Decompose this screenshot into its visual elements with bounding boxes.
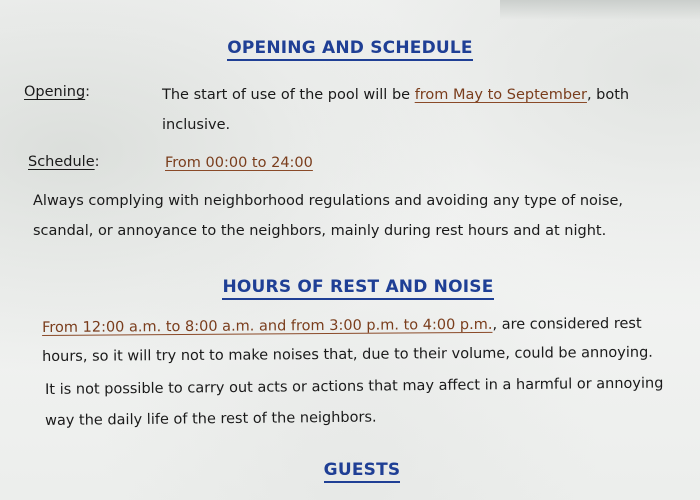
acts-line-1 — [45, 376, 663, 398]
compliance-text-2: scandal, or annoyance to the neighbors, mainly during rest hours and at night. — [33, 223, 607, 239]
rest-hours-highlight: From 12:00 a.m. to 8:00 a.m. and from 3:00 p.m. to 4:00 p.m. — [42, 316, 493, 336]
acts-text-2: way the daily life of the rest of the neighbors. — [45, 409, 377, 429]
rest-hours-line-1 — [42, 316, 642, 336]
compliance-text-1: Always complying with neighborhood regulations and avoiding any type of noise, — [33, 193, 624, 209]
acts-line-2 — [45, 410, 377, 429]
acts-text-1: It is not possible to carry out acts or actions that may affect in a harmful or annoying — [45, 375, 664, 398]
opening-label-line — [24, 84, 90, 100]
opening-text-line-2 — [162, 117, 230, 133]
section-title-guests — [12, 460, 700, 480]
opening-text-2: , both — [586, 87, 630, 103]
schedule-value: From 00:00 to 24:00 — [165, 155, 313, 171]
section-title-rest-noise-text: HOURS OF REST AND NOISE — [222, 277, 493, 300]
schedule-label-line — [28, 154, 100, 170]
section-title-rest-noise — [8, 277, 700, 297]
opening-months-highlight: from May to September — [414, 87, 587, 103]
paper-shadow — [500, 0, 700, 20]
opening-text-1: The start of use of the pool will be — [162, 87, 415, 103]
opening-text-3: inclusive. — [162, 117, 231, 133]
compliance-line-2 — [33, 223, 606, 239]
rest-hours-text-1: , are considered rest — [492, 315, 642, 333]
schedule-value-line — [165, 155, 313, 171]
section-title-opening-schedule — [0, 38, 700, 58]
compliance-line-1 — [33, 193, 623, 209]
schedule-label: Schedule — [28, 154, 95, 170]
rest-hours-text-2: hours, so it will try not to make noises that, due to their volume, could be annoying. — [42, 344, 653, 365]
rest-hours-line-2 — [42, 345, 653, 365]
opening-label-colon: : — [85, 84, 91, 100]
section-title-guests-text: GUESTS — [324, 460, 401, 483]
opening-text-line-1 — [162, 87, 629, 103]
opening-label: Opening — [24, 84, 86, 100]
schedule-label-colon: : — [94, 154, 100, 170]
section-title-opening-schedule-text: OPENING AND SCHEDULE — [227, 38, 473, 61]
